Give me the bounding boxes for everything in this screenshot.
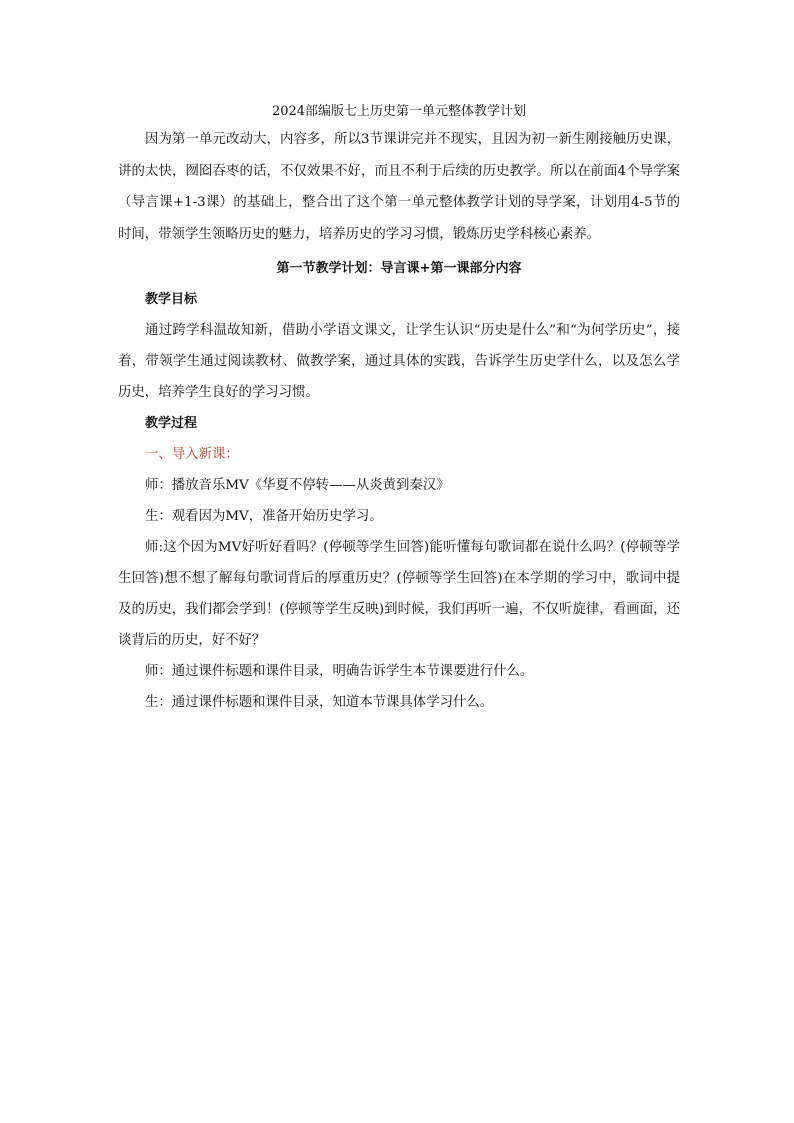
- process-heading: 教学过程: [145, 416, 198, 431]
- section-title: 第一节教学计划：导言课+第一课部分内容: [276, 261, 522, 276]
- dialogue-line-1: 师：播放音乐MV《华夏不停转——从炎黄到秦汉》: [145, 478, 450, 493]
- document-title: 2024部编版七上历史第一单元整体教学计划: [271, 104, 527, 119]
- dialogue-line-5: 生：通过课件标题和课件目录，知道本节课具体学习什么。: [145, 695, 494, 710]
- goal-paragraph: 通过跨学科温故知新，借助小学语文课文，让学生认识“历史是什么”和“为何学历史”，接着，带领学生通过阅读教材、做教学案，通过具体的实践，告诉学生历史学什么，以及怎么学历史，培养学生良好的学习习惯。: [118, 323, 680, 400]
- goal-heading: 教学目标: [145, 292, 198, 307]
- document-page: [118, 100, 680, 718]
- step1-heading: 一、导入新课：: [145, 447, 239, 462]
- dialogue-line-4: 师：通过课件标题和课件目录，明确告诉学生本节课要进行什么。: [145, 664, 534, 679]
- intro-paragraph: 因为第一单元改动大，内容多，所以3节课讲完并不现实，且因为初一新生刚接触历史课，讲的太快，囫囵吞枣的话，不仅效果不好，而且不利于后续的历史教学。所以在前面4个导学案（导言课+1-3课）的基础上，整合出了这个第一单元整体教学计划的导学案，计划用4-5节的时间，带领学生领略历史的魅力，培养历史的学习习惯，锻炼历史学科核心素养。: [118, 132, 680, 242]
- dialogue-line-3: 师:这个因为MV好听好看吗？(停顿等学生回答)能听懂每句歌词都在说什么吗？(停顿等学生回答)想不想了解每句歌词背后的厚重历史？(停顿等学生回答)在本学期的学习中，歌词中提及的历史，我们都会学到！(停顿等学生反映)到时候，我们再听一遍，不仅听旋律，看画面，还谈背后的历史，好不好？: [118, 540, 680, 648]
- dialogue-line-2: 生：观看因为MV，准备开始历史学习。: [145, 509, 383, 524]
